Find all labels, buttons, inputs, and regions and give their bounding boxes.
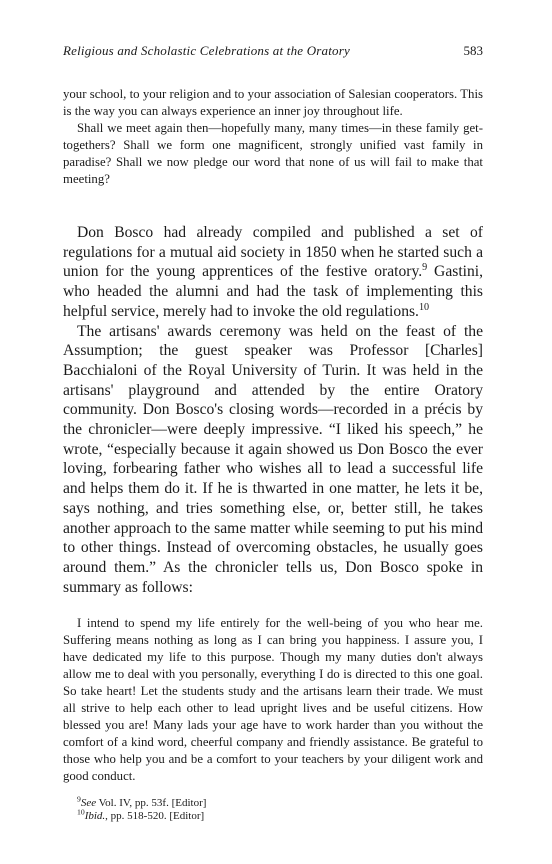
footnote-source: Ibid. [84, 810, 106, 823]
letter-excerpt [63, 86, 483, 188]
running-title: Religious and Scholastic Celebrations at the Oratory [63, 43, 350, 58]
book-page [63, 38, 483, 823]
footnotes [63, 794, 483, 823]
footnote-mark: 10 [77, 807, 85, 817]
footnote-text: Vol. IV, pp. 53f. [Editor] [96, 797, 207, 810]
block-quote [63, 615, 483, 785]
running-header [63, 38, 483, 60]
footnote-10 [63, 807, 483, 823]
narrative-p1-text-2: Gastini, who headed the alumni and had the task of implementing this helpful service, merely had to invoke the old regulations. [63, 263, 484, 320]
quote-paragraph: I intend to spend my life entirely for the well-being of you who hear me. Suffering means nothing as long as I can bring you happiness. I assure you, I have dedicated my life to this purpose. Though my many duties don't always allow me to deal with you personally, everything I do is directed to this one goal. So take heart! Let the students study and the artisans learn their trade. We must all strive to help each other to lead upright lives and be useful citizens. How blessed you are! Many lads your age have to work harder than you without the comfort of a kind word, cheerful company and friendly assistance. Be grateful to those who help you and be a comfort to your teachers by your diligent work and good conduct. [63, 616, 483, 784]
narrative-paragraph-1 [63, 223, 483, 322]
narrative-section [63, 223, 483, 597]
letter-paragraph-2: Shall we meet again then—hopefully many, many times—in these family get-togethers? Shall we form one magnificent, strongly unified vast family in paradise? Shall we now pledge our word that none of us will fail to make that meeting? [63, 121, 483, 186]
footnote-ref-10: 10 [418, 301, 430, 313]
footnote-mark: 9 [77, 794, 81, 804]
footnote-ref-9: 9 [422, 262, 428, 274]
page-number: 583 [463, 43, 483, 58]
narrative-paragraph-2: The artisans' awards ceremony was held on the feast of the Assumption; the guest speaker was Professor [Charles] Bacchialoni of the Royal University of Turin. It was held in the artisans' playground and attended by the entire Oratory community. Don Bosco's closing words—recorded in a précis by the chronicler—were deeply impressive. “I liked his speech,” he wrote, “especially because it again showed us Don Bosco the ever loving, forbearing father who wishes all to lead a successful life and helps them do it. If he is thwarted in one matter, he lets it be, says nothing, and tries something else, or, better still, he takes another approach to the same matter while seeming to put his mind to other things. Instead of overcoming obstacles, he usually goes around them.” As the chronicler tells us, Don Bosco spoke in summary as follows: [63, 322, 483, 596]
narrative-p1-text: Don Bosco had already compiled and published a set of regulations for a mutual aid society in 1850 when he started such a union for the young apprentices of the festive oratory. [63, 224, 483, 281]
footnote-text: , pp. 518-520. [Editor] [105, 810, 205, 823]
letter-paragraph-1: your school, to your religion and to your association of Salesian cooperators. This is the way you can always experience an inner joy throughout life. [63, 87, 483, 118]
footnote-9 [63, 794, 483, 810]
footnote-source: See [80, 797, 97, 810]
